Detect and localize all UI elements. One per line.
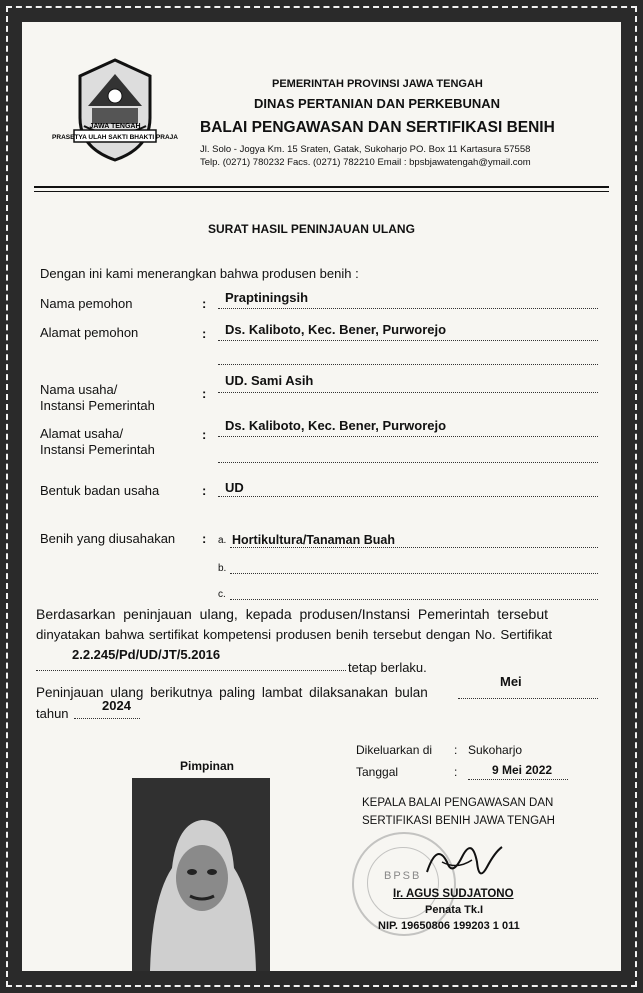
header-address [200, 143, 531, 169]
dotted-line [458, 698, 598, 699]
colon: : [202, 483, 207, 498]
para2-line1: Peninjauan ulang berikutnya paling lambat dilaksanakan bulan [36, 685, 428, 700]
header-rule-thick [34, 186, 609, 188]
alamat-usaha-value: Ds. Kaliboto, Kec. Bener, Purworejo [225, 418, 447, 433]
dotted-line [230, 599, 598, 600]
issued-label: Dikeluarkan di [356, 743, 433, 757]
logo-motto: PRASETYA ULAH SAKTI BHAKTI PRAJA [52, 134, 178, 141]
dotted-line [74, 718, 140, 719]
colon: : [202, 386, 207, 401]
benih-a-prefix: a. [218, 535, 227, 546]
header-line1: PEMERINTAH PROVINSI JAWA TENGAH [272, 78, 483, 90]
bentuk-value: UD [225, 480, 244, 495]
alamat-pemohon-value: Ds. Kaliboto, Kec. Bener, Purworejo [225, 322, 447, 337]
dotted-line [230, 547, 598, 548]
signatory-name: Ir. AGUS SUDJATONO [393, 888, 514, 900]
para1-line1: Berdasarkan peninjauan ulang, kepada produsen/Instansi Pemerintah tersebut [36, 606, 548, 622]
alamat-usaha-label-line1: Alamat usaha/ [40, 426, 124, 441]
colon: : [454, 765, 458, 779]
alamat-usaha-label [40, 426, 155, 458]
signatory-nip: NIP. 19650806 199203 1 011 [378, 920, 520, 932]
date-label: Tanggal [356, 765, 399, 779]
header-rule-thin [34, 191, 609, 192]
para1-end: tetap berlaku. [348, 660, 427, 675]
issued-date: 9 Mei 2022 [492, 763, 553, 777]
signature-scribble-icon [417, 832, 507, 892]
nama-pemohon-label: Nama pemohon [40, 296, 133, 311]
dotted-line [218, 392, 598, 393]
benih-a-value: Hortikultura/Tanaman Buah [232, 533, 395, 547]
document-title: SURAT HASIL PENINJAUAN ULANG [208, 222, 415, 236]
colon: : [202, 427, 207, 442]
dotted-line [218, 462, 598, 463]
address-line2: Telp. (0271) 780232 Facs. (0271) 782210 Email : bpsbjawatengah@ymail.com [200, 157, 531, 168]
certificate-page [22, 22, 621, 971]
dotted-line [36, 670, 346, 671]
portrait-icon [132, 778, 270, 971]
colon: : [454, 743, 458, 757]
province-emblem-icon [52, 56, 178, 166]
intro-text: Dengan ini kami menerangkan bahwa produsen benih : [40, 266, 359, 281]
nama-usaha-label-line1: Nama usaha/ [40, 382, 118, 397]
header-line3: BALAI PENGAWASAN DAN SERTIFIKASI BENIH [200, 119, 555, 136]
year-label: tahun [36, 706, 69, 721]
benih-b-prefix: b. [218, 563, 227, 574]
nama-usaha-value: UD. Sami Asih [225, 373, 314, 388]
stamp-text: BPSB [384, 870, 422, 882]
signatory-rank: Penata Tk.I [425, 904, 484, 916]
logo-text: JAWA TENGAH [89, 123, 141, 130]
dotted-line [230, 573, 598, 574]
dotted-line [218, 308, 598, 309]
benih-label: Benih yang diusahakan [40, 531, 176, 546]
benih-c-prefix: c. [218, 589, 226, 600]
dotted-line [218, 340, 598, 341]
nama-usaha-label [40, 382, 155, 414]
colon: : [202, 296, 207, 311]
alamat-usaha-label-line2: Instansi Pemerintah [40, 442, 155, 457]
nama-pemohon-value: Praptiningsih [225, 290, 309, 305]
alamat-pemohon-label: Alamat pemohon [40, 325, 139, 340]
pimpinan-label: Pimpinan [180, 759, 235, 773]
applicant-photo [132, 778, 270, 971]
bentuk-label: Bentuk badan usaha [40, 483, 160, 498]
certificate-number: 2.2.245/Pd/UD/JT/5.2016 [72, 647, 221, 662]
colon: : [202, 326, 207, 341]
header-line2: DINAS PERTANIAN DAN PERKEBUNAN [254, 96, 501, 111]
review-year: 2024 [102, 698, 131, 713]
colon: : [202, 531, 207, 546]
para1-line2: dinyatakan bahwa sertifikat kompetensi produsen benih tersebut dengan No. Sertifikat [36, 627, 553, 642]
office-line2: SERTIFIKASI BENIH JAWA TENGAH [362, 815, 555, 827]
office-line1: KEPALA BALAI PENGAWASAN DAN [362, 797, 554, 809]
dotted-line [218, 436, 598, 437]
address-line1: Jl. Solo - Jogya Km. 15 Sraten, Gatak, Sukoharjo PO. Box 11 Kartasura 57558 [200, 144, 531, 155]
issued-place: Sukoharjo [468, 743, 523, 757]
dotted-line [218, 364, 598, 365]
dotted-line [218, 496, 598, 497]
review-month: Mei [500, 674, 522, 689]
nama-usaha-label-line2: Instansi Pemerintah [40, 398, 155, 413]
dotted-line [468, 779, 568, 780]
